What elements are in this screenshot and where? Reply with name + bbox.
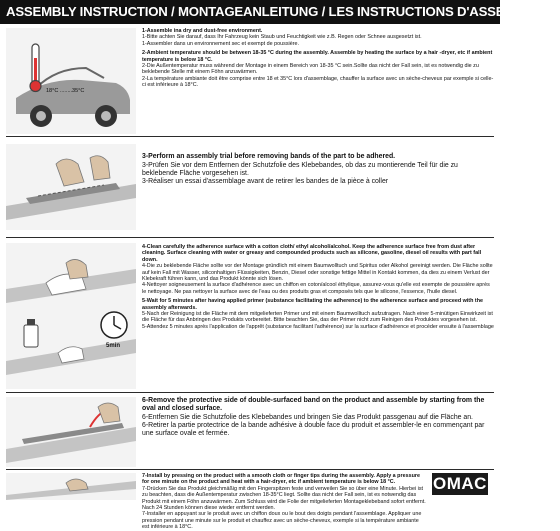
header-title: ASSEMBLY INSTRUCTION / MONTAGEANLEITUNG / LES INSTRUCTIONS D'ASSEMBLAGE [6, 4, 560, 19]
step-3-text [142, 153, 495, 186]
section-step-7 [0, 471, 500, 531]
thermometer-car-illustration [6, 28, 136, 134]
step-6-de: 6-Entfernen Sie die Schutzfolie des Klebebandes und bringen Sie das Produkt passgenau auf die Fläche an. [142, 414, 473, 421]
step-2-de: 2-Die Außentemperatur muss während der Montage in einem Bereich von 18-35 °C sein.Sollte das nicht der Fall sein, ist es notwendig die zu beklebende Stelle mit einem Föhn anzuwärmen. [142, 63, 479, 76]
omac-logo [432, 473, 488, 495]
sill-trial-illustration [6, 144, 136, 230]
step-3-de: 3-Prüfen Sie vor dem Entfernen der Schutzfolie des Klebebandes, ob das zu montierende Teil für die zu beklebende Fläche vorgesehen ist. [142, 162, 458, 177]
step-2-fr: 2-La température ambiante doit être comprise entre 18 et 35°C lors d'assemblage, chauffer la surface avec un sèche-cheveux par exemple si celle-ci est inférieure à 18°C. [142, 75, 494, 89]
step-5-en: 5-Wait for 5 minutes after having applied primer (substance facilitating the adherence) to the adherence surface and proceed with the assembly afterwards. [142, 298, 483, 311]
section-steps-4-5 [0, 239, 500, 393]
step-4-en: 4-Clean carefully the adherence surface with a cotton cloth/ ethyl alcohol/alcohol. Keep the adherence surface free from dust after cleaning. Surface cleaning with water or greasy and compounded products such as silicone, gasoline, diesel oil results with part fall down. [142, 244, 482, 263]
temperature-label: 18°C ........35°C [46, 88, 85, 94]
step-7-fr: 7-Installer en appuyant sur le produit avec un chiffon doux ou le bout des doigts pendant l'assemblage. Appliquer une pression pendant une minute sur le produit et chauffez avec un sèche-cheveux, exemple si la température ambiante est inférieure à 18°C. [142, 511, 422, 531]
step-1-fr: 1-Assembler dans un environnement sec et exempt de poussière. [142, 40, 300, 47]
step-5-de: 5-Nach der Reinigung ist die Fläche mit dem mitgelieferten Primer und mit einem Baumwolltuch aufzutragen. Nach einer 5-minütigen Einwirkzeit ist die Fläche für das Anbringen des Produkts vorbereitet. Bitte beachten Sie, das der Primer nicht zum Reinigen des Produktes vorgesehen ist. [142, 311, 493, 324]
step-3-en: 3-Perform an assembly trial before removing bands of the part to be adhered. [142, 153, 396, 160]
step-6-en: 6-Remove the protective side of double-surfaced band on the product and assemble by starting from the oval and closed surface. [142, 397, 485, 412]
page-header [0, 0, 560, 24]
section-divider [6, 136, 494, 137]
cleaning-primer-illustration [6, 243, 136, 389]
step-5-fr: 5-Attendez 5 minutes après l'application de l'apprêt (substance facilitant l'adhérence) sur la surface d'adhérence et procéder ensuite à l'assemblage [142, 323, 494, 330]
step-4-fr: 4-Nettoyer soigneusement la surface d'adhérence avec un chiffon en coton/alcool éthylique, assurez-vous qu'elle est exempte de poussière après le nettoyage. Ne pas nettoyer la surface avec de l'eau ou des produits gras et composés tels que le silicone, l'essence, l'huile diesel. [142, 282, 490, 295]
step-7-de: 7-Drücken Sie das Produkt gleichmäßig mit den Fingerspitzen feste und verweilen Sie so über eine Minute. Hierbei ist zu beachten, dass die Außentemperatur zwischen 18-35°C liegt. Sollte das nicht der Fall sein, ist es notwendig das Produkt mit einem Föhn anzuwärmen. Zum Schluss wird die Folie der mitgelieferten Montageklebeband sofort entfernt. Nach 24 Stunden können diese wieder entfernt werden. [142, 485, 426, 512]
steps-4-5-text [142, 244, 495, 330]
step-2-en: 2-Ambient temperature should be between 18-35 °C during the assembly. Assemble by heating the surface by a hair -dryer, etc if ambient temperature is below 18 °C. [142, 50, 493, 63]
steps-1-2-text [142, 28, 495, 89]
step-1-de: 1-Bitte achten Sie darauf, dass Ihr Fahrzeug kein Staub und Feuchtigkeit wie z.B. Regen oder Schnee ausgesetzt ist. [142, 34, 422, 41]
step-7-en: 7-Install by pressing on the product with a smooth cloth or finger tips during the assembly. Apply a pressure for one minute on the product and heat with a hair-dryer, etc if ambient temperature is below 18 °C. [142, 473, 420, 486]
press-sill-illustration [6, 473, 136, 500]
step-3-fr: 3-Réaliser un essai d'assemblage avant de retirer les bandes de la pièce à coller [142, 178, 389, 185]
section-divider [6, 469, 494, 470]
step-6-fr: 6-Retirer la partie protectrice de la bande adhésive à double face du produit et assembler-le en commençant par une surface ovale et fermée. [142, 422, 485, 437]
section-divider [6, 237, 494, 238]
step-6-text [142, 397, 495, 438]
section-steps-1-2 [0, 27, 500, 137]
section-step-6 [0, 394, 500, 470]
step-7-text [142, 473, 426, 531]
peel-tape-illustration [6, 397, 136, 467]
section-step-3 [0, 138, 500, 238]
step-1-en: 1-Assemble ina dry and dust-free environment. [142, 28, 263, 34]
step-4-de: 4-Die zu beklebende Fläche sollte vor der Montage gründlich mit einem Baumwolltuch und Spiritus oder Alkohol gereinigt werden. Die Fläche sollte auf kein Fall mit Wasser, siliconhaltigen Flüssigkeiten, Benzin, Diesel oder sonstige fettige Mittel in Kontakt kommen, da dies zu einem Verlust der Klebekraft führen kann, und das Produkt könnte sich lösen. [142, 263, 493, 283]
logo-text: OMAC [433, 474, 487, 493]
timer-label: 5min [106, 343, 121, 349]
section-divider [6, 392, 494, 393]
